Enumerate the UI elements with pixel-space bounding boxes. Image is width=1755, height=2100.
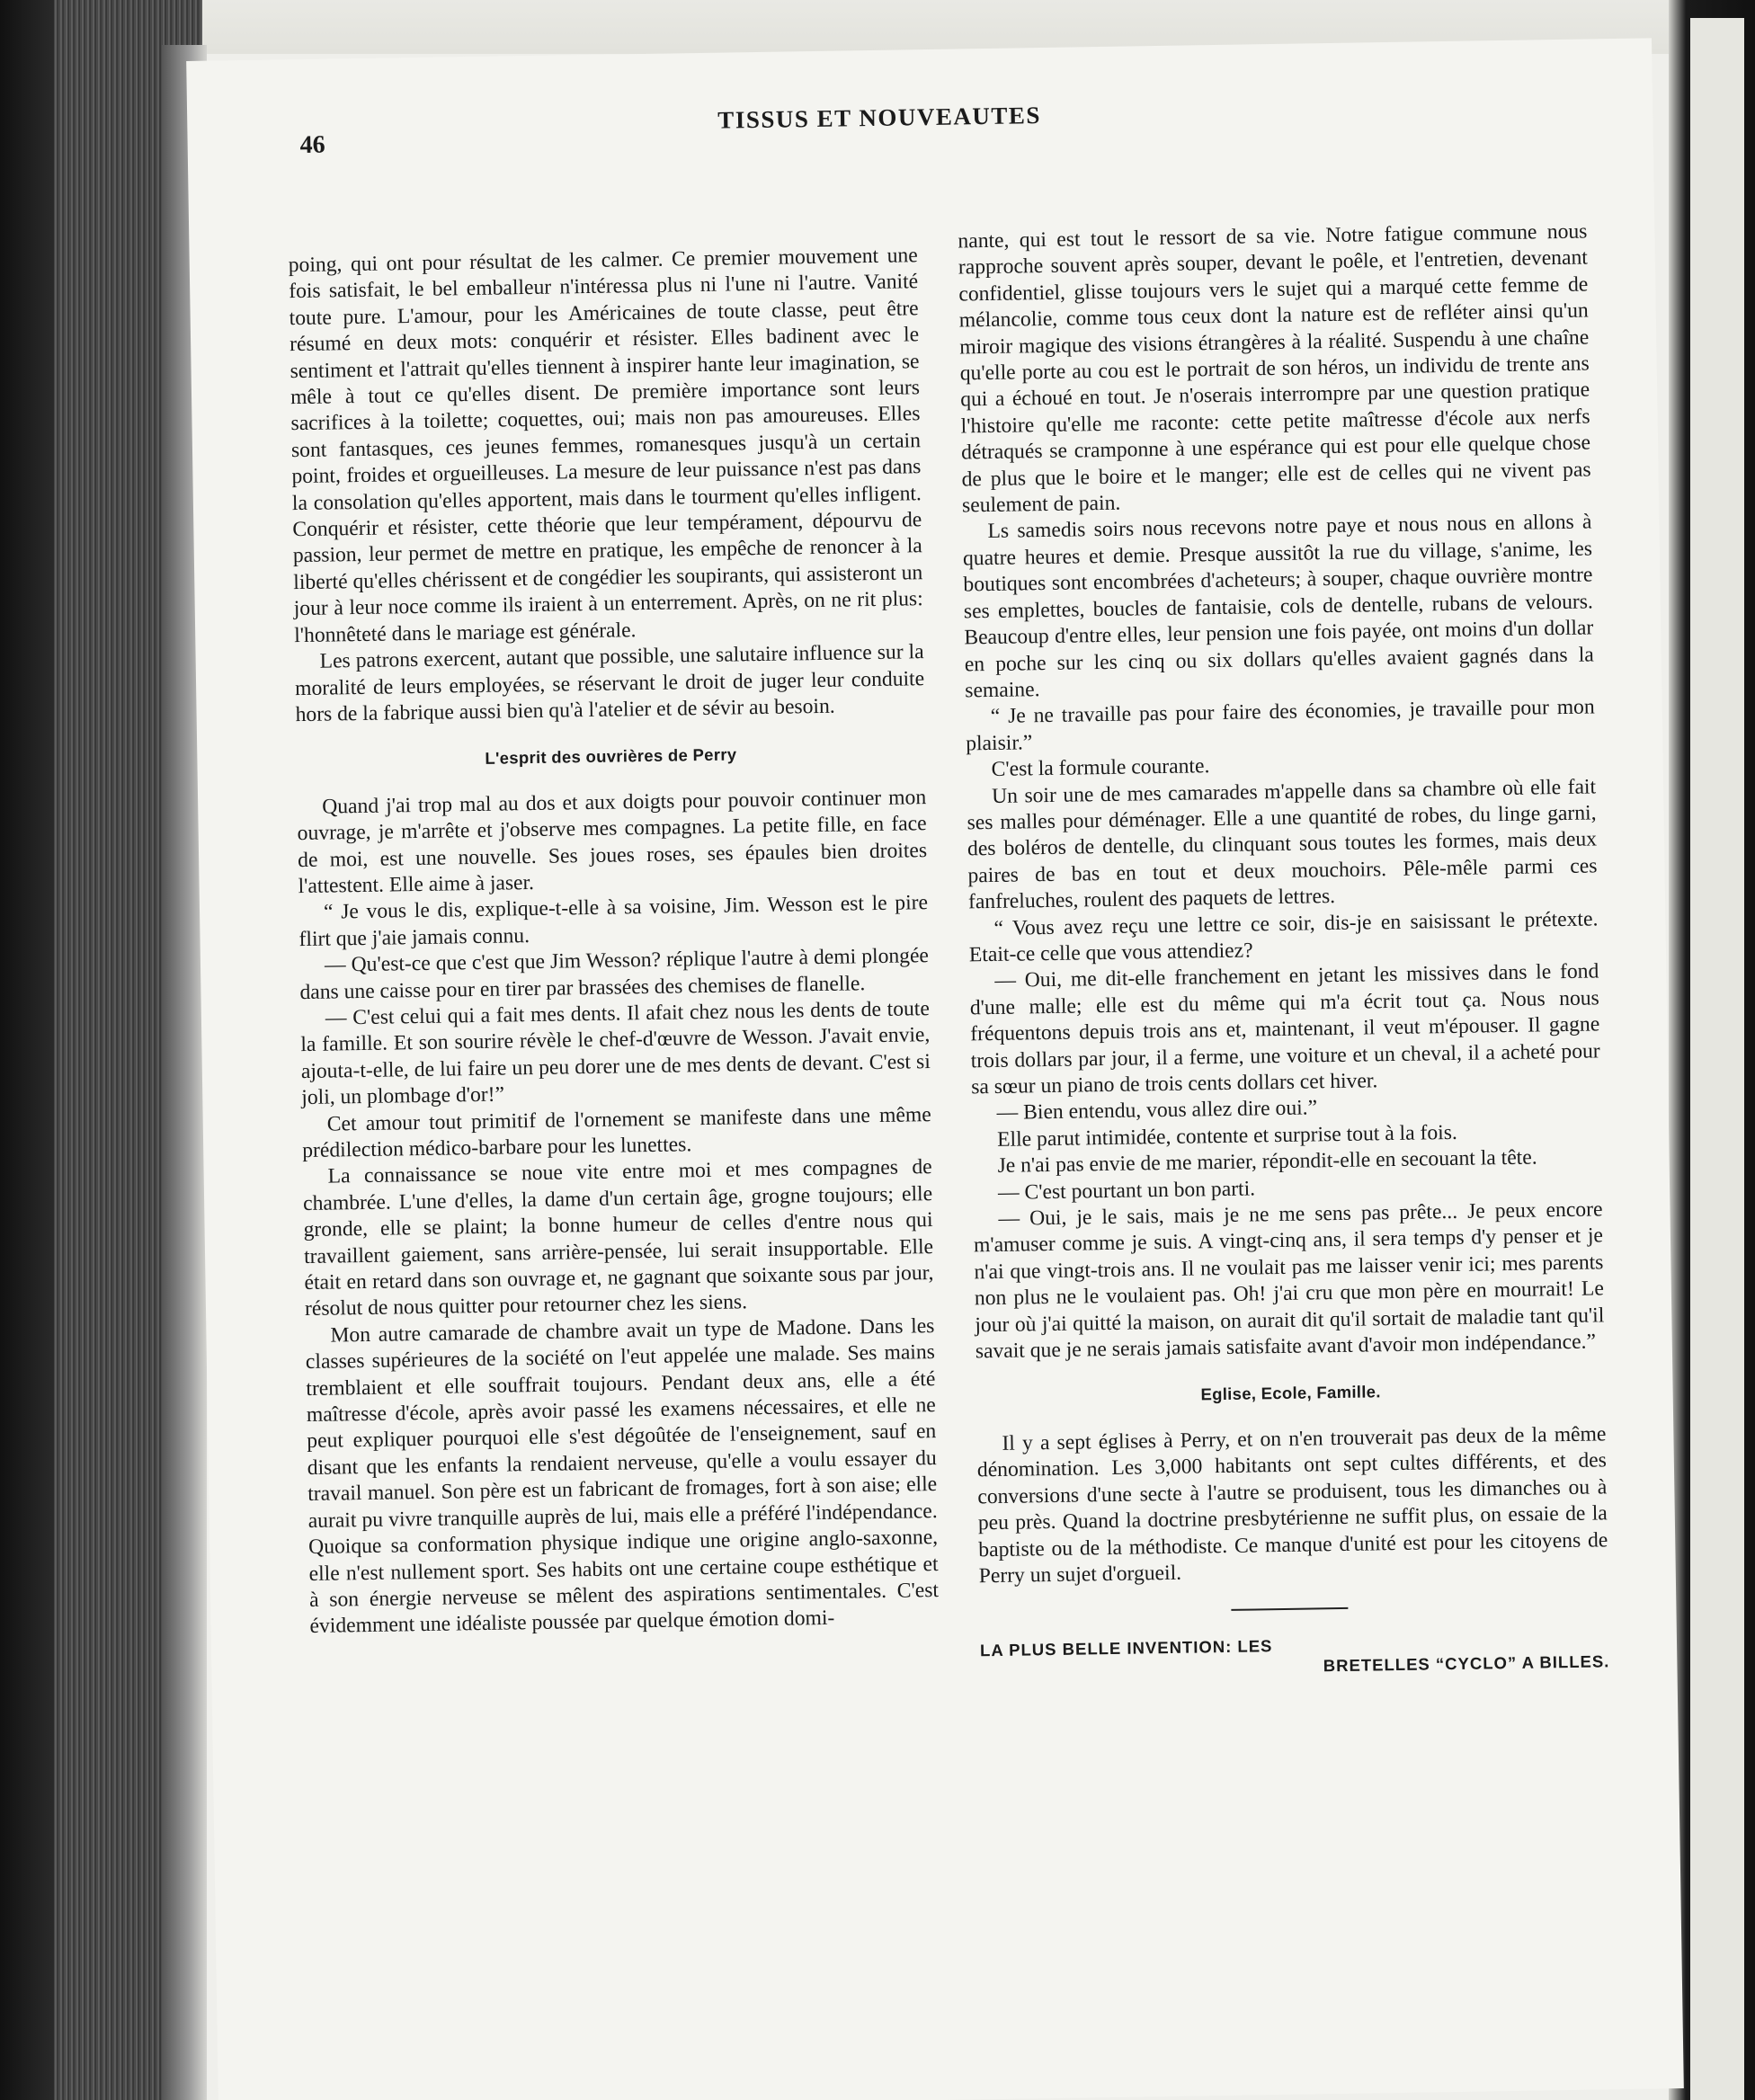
paragraph: “ Vous avez reçu une lettre ce soir, dis-je en saisissant le prétexte. Etait-ce celle que vous attendiez? <box>968 906 1599 967</box>
left-column <box>289 243 940 1641</box>
paragraph: Les patrons exercent, autant que possible, une salutaire influence sur la moralité de leurs employées, se réservant le droit de juger leur conduite hors de la fabrique aussi bien qu'à l'atelier et de sévir au besoin. <box>294 640 925 727</box>
paragraph: C'est la formule courante. <box>991 754 1210 782</box>
paragraph: — Bien entendu, vous allez dire oui.” <box>996 1096 1318 1126</box>
paragraph: La connaissance se noue vite entre moi et mes compagnes de chambrée. L'une d'elles, la dame d'un certain âge, grogne toujours; elle gronde, elle se plaint; la bonne humeur de celles d'entre nous qui travaillent gaiement, sans arrière-pensée, lui serait insupportable. Elle était en retard dans son ouvrage et, ne gagnant que soixante sous par jour, résolut de nous quitter pour retourner chez les siens. <box>302 1155 934 1321</box>
page-number: 46 <box>299 130 325 159</box>
paragraph: — C'est celui qui a fait mes dents. Il afait chez nous les dents de toute la famille. Et son sourire révèle le chef-d'œuvre de Wesson. J'avait envie, ajouta-t-elle, de lui faire un peu dorer une de mes dents de devant. C'est si joli, un plombage d'or!” <box>300 997 931 1110</box>
paragraph: Un soir une de mes camarades m'appelle dans sa chambre où elle fait ses malles pour déménager. Elle a une quantité de robes, du linge garni, des boléros de dentelle, du clinquant sous toutes les formes, mais deux paires de bas en tout et deux mouchoirs. Pêle-mêle parmi ces fanfreluches, roulent des paquets de lettres. <box>967 774 1598 914</box>
advertisement-line: LA PLUS BELLE INVENTION: LES <box>979 1636 1273 1660</box>
section-heading: Eglise, Ecole, Famille. <box>1200 1382 1381 1404</box>
paragraph: — Oui, je le sais, mais je ne me sens pas prête... Je peux encore m'amuser comme je suis. A vingt-cinq ans, il sera temps d'y penser et je n'ai que vingt-trois ans. Il ne voulait pas me laisser venir ici; mes parents non plus ne le voulaient pas. Oh! j'ai cru que mon père en mourrait! Le jour où j'ai quitté la maison, on aurait dit qu'il sortait de maladie tant qu'il savait que je ne serais jamais satisfaite avant d'avoir mon indépendance.” <box>973 1197 1605 1364</box>
paragraph: “ Je vous le dis, explique-t-elle à sa voisine, Jim. Wesson est le pire flirt que j'aie jamais connu. <box>298 891 929 951</box>
paragraph: nante, qui est tout le ressort de sa vie. Notre fatigue commune nous rapproche souvent après souper, devant le poêle, et l'entretien, devenant confidentiel, glisse toujours vers le sujet qui a marqué cette femme de mélancolie, comme tous ceux dont la nature est de refléter ainsi qu'un miroir magique des visions étrangères à la réalité. Suspendu à une chaîne qu'elle porte au cou est le portrait de son héros, un individu de trente ans qui a échoué en tout. Je n'oserais interrompre par une question pratique l'histoire qu'elle me raconte: cette petite maîtresse d'école aux nerfs détraqués se cramponne à une espérance qui est pour elle quelque chose de plus que le boire et le manger; elle est de celles qui ne vivent pas seulement de pain. <box>958 219 1591 518</box>
book-spine-shadow <box>0 0 54 2100</box>
book-page <box>186 38 1684 2100</box>
paragraph: “ Je ne travaille pas pour faire des économies, je travaille pour mon plaisir.” <box>966 695 1595 756</box>
facing-page-edge <box>1690 18 1744 2100</box>
paragraph: — Qu'est-ce que c'est que Jim Wesson? réplique l'autre à demi plongée dans une caisse pour en tirer par brassées des chemises de flanelle. <box>299 944 930 1004</box>
paragraph: poing, qui ont pour résultat de les calmer. Ce premier mouvement une fois satisfait, le bel emballeur n'intéressa plus ni l'une ni l'autre. Vanité toute pure. L'amour, pour les Américaines de toute classe, peut être résumé en deux mots: conquérir et résister. Elles badinent avec le sentiment et l'attrait qu'elles tiennent à inspirer hante leur imagination, se mêle à tout ce qu'elles disent. De première importance sont leurs sacrifices à la toilette; coquettes, oui; mais non pas amoureuses. Elles sont fantasques, ces jeunes femmes, romanesques jusqu'à un certain point, froides et orgueilleuses. La mesure de leur puissance n'est pas dans la consolation qu'elles apportent, mais dans le tourment qu'elles infligent. Conquérir et résister, cette théorie que leur tempérament, dépourvu de passion, leur permet de mettre en pratique, les empêche de renoncer à la liberté qu'elles chérissent et de congédier les soupirants, qui assisteront un jour à leur noce comme ils iraient à un enterrement. Après, on ne rit plus: l'honnêteté dans le mariage est générale. <box>288 244 923 647</box>
paragraph: Il y a sept églises à Perry, et on n'en trouverait pas deux de la même dénomination. Les 3,000 habitants ont sept cultes différents, et des conversions d'une secte à l'autre se produisent, tous les dimanches ou à peu près. Quand la doctrine presbytérienne ne suffit plus, on essaie de la baptiste ou de la méthodiste. Ce manque d'unité est pour les citoyens de Perry un sujet d'orgueil. <box>976 1422 1608 1588</box>
paragraph: Quand j'ai trop mal au dos et aux doigts pour pouvoir continuer mon ouvrage, je m'arrête et j'observe mes compagnes. La petite fille, en face de moi, est une nouvelle. Ses joues roses, ses épaules bien droites l'attestent. Elle aime à jaser. <box>297 785 928 899</box>
paragraph: Cet amour tout primitif de l'ornement se manifeste dans une même prédilection médico-barbare pour les lunettes. <box>302 1102 931 1163</box>
section-heading: L'esprit des ouvrières de Perry <box>485 744 737 769</box>
advertisement <box>980 1631 1610 1682</box>
paragraph: Mon autre camarade de chambre avait un type de Madone. Dans les classes supérieures de la société on l'eut appelée une malade. Ses mains tremblaient et elle souffrait toujours. Pendant deux ans, elle a été maîtresse d'école, après avoir passé les examens nécessaires, et elle ne peut expliquer pourquoi elle s'est dégoûtée de l'enseignement, sauf en disant que les enfants la rendaient nerveuse, qu'elle a voulu essayer du travail manuel. Son père est un fabricant de fromages, fort à son aise; elle aurait pu vivre tranquille auprès de lui, mais elle a préféré l'indépendance. Quoique sa conformation physique indique une origine anglo-saxonne, elle n'est nullement sport. Ses habits ont une certaine coupe esthétique et à son énergie nerveuse se mêlent des aspirations sentimentales. C'est évidemment une idéaliste poussée par quelque émotion domi- <box>305 1313 940 1639</box>
paragraph: — Oui, me dit-elle franchement en jetant les missives dans le fond d'une malle; elle est du même qui m'a écrit tout ça. Nous nous fréquentons depuis trois ans et, maintenant, il veut m'épouser. Il gagne trois dollars par jour, il a ferme, une voiture et un cheval, il a acheté pour sa sœur un piano de trois cents dollars cet hiver. <box>969 959 1600 1099</box>
paragraph: Je n'ai pas envie de me marier, répondit-elle en secouant la tête. <box>997 1145 1537 1179</box>
paragraph: Elle parut intimidée, contente et surprise tout à la fois. <box>996 1120 1457 1152</box>
right-column <box>958 218 1609 1681</box>
paragraph: Ls samedis soirs nous recevons notre paye et nous nous en allons à quatre heures et demie. Presque aussitôt la rue du village, s'anime, les boutiques sont encombrées d'acheteurs; à souper, chaque ouvrière montre ses emplettes, boucles de fantaisie, cols de dentelle, rubans de velours. Beaucoup d'entre elles, leur pension une fois payée, ont moins d'un dollar en poche sur les cinq ou six dollars qu'elles avaient gagnés dans la semaine. <box>962 510 1594 703</box>
paragraph: — C'est pourtant un bon parti. <box>997 1177 1256 1205</box>
advertisement-line: BRETELLES “CYCLO” A BILLES. <box>1323 1651 1610 1676</box>
running-head: TISSUS ET NOUVEAUTES <box>717 102 1042 134</box>
separator-rule <box>1231 1607 1348 1611</box>
